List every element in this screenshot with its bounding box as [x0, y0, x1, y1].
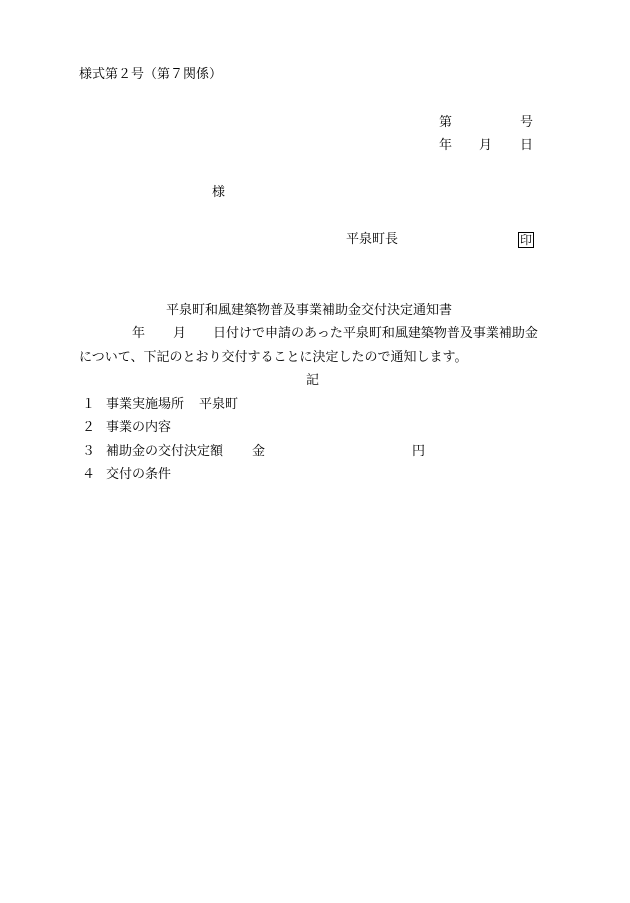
- item-4-number: ４: [82, 467, 96, 482]
- addressee-honorific: 様: [212, 185, 226, 200]
- issuer-name: 平泉町長: [346, 232, 399, 247]
- item-2-label: 事業の内容: [106, 420, 172, 435]
- doc-number-suffix: 号: [520, 115, 534, 130]
- body-year: 年: [132, 326, 146, 341]
- item-3-number: ３: [82, 444, 96, 459]
- form-number: 様式第２号（第７関係）: [79, 67, 223, 82]
- date-year: 年: [439, 138, 453, 153]
- document-title: 平泉町和風建築物普及事業補助金交付決定通知書: [166, 303, 453, 318]
- item-3-prefix: 金: [252, 444, 266, 459]
- body-line1: 日付けで申請のあった平泉町和風建築物普及事業補助金: [213, 326, 538, 341]
- body-line2: について、下記のとおり交付することに決定したので通知します。: [79, 350, 468, 365]
- ki-heading: 記: [306, 373, 320, 388]
- item-3-label: 補助金の交付決定額: [106, 444, 224, 459]
- item-1-value: 平泉町: [199, 397, 239, 412]
- date-month: 月: [479, 138, 493, 153]
- item-2-number: ２: [82, 420, 96, 435]
- item-3-suffix: 円: [412, 444, 426, 459]
- date-day: 日: [520, 138, 534, 153]
- doc-number-prefix: 第: [439, 115, 453, 130]
- item-4-label: 交付の条件: [106, 467, 172, 482]
- seal-mark: 印: [520, 233, 533, 247]
- item-1-number: １: [82, 397, 96, 412]
- item-1-label: 事業実施場所: [106, 397, 185, 412]
- body-month: 月: [173, 326, 187, 341]
